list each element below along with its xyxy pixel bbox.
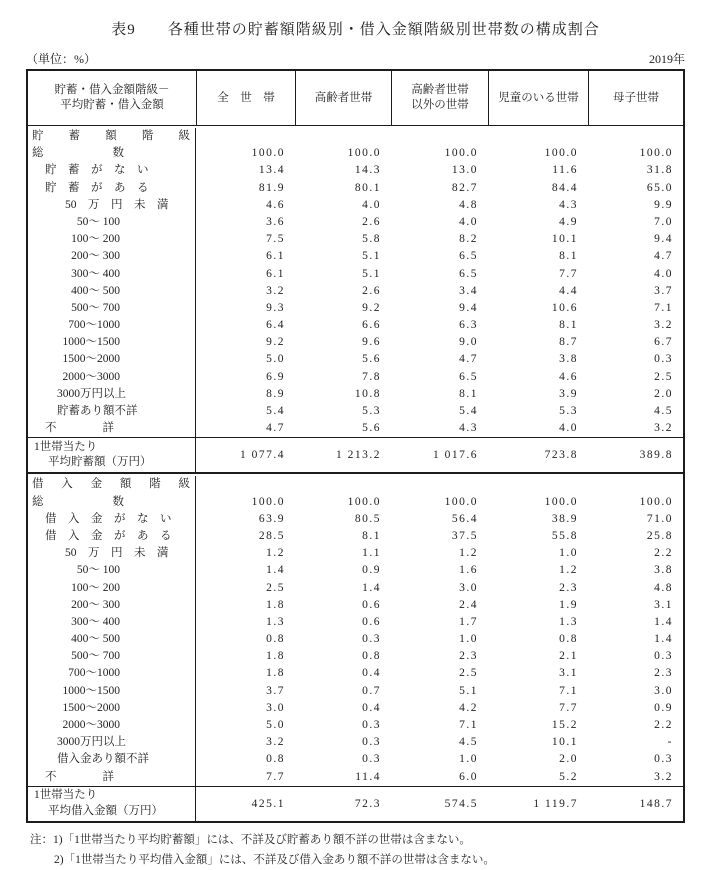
value-cell: 3.2 [266, 284, 285, 297]
value-cell: 1.4 [654, 633, 673, 646]
value-cell: 8.7 [559, 336, 578, 349]
table-row [28, 162, 683, 179]
row-label: 貯 蓄 が な い [28, 162, 196, 179]
value-cell: 11.6 [552, 164, 578, 177]
table-row [28, 317, 683, 334]
value-cell: 5.0 [266, 353, 285, 366]
value-cell: 1.0 [459, 753, 478, 766]
row-label: 200～ 300 [28, 248, 196, 265]
value-cell: 3.7 [266, 684, 285, 697]
value-cell: 7.7 [559, 267, 578, 280]
table-section [28, 126, 683, 472]
value-cell: 28.5 [258, 529, 285, 542]
value-cell: 3.6 [266, 215, 285, 228]
value-cell: 5.6 [362, 353, 381, 366]
value-cell: 100.0 [444, 147, 478, 160]
row-label: 不 詳 [28, 769, 196, 786]
section-heading-row [28, 128, 683, 145]
row-label: 貯蓄あり額不詳 [28, 403, 196, 420]
value-cell: 6.6 [362, 319, 381, 332]
value-cell: 0.7 [362, 684, 381, 697]
value-cell: 2.3 [559, 581, 578, 594]
value-cell: 3.0 [266, 701, 285, 714]
row-label: 300～ 400 [28, 266, 196, 283]
table-header-row [28, 71, 683, 126]
summary-value-cell: 723.8 [544, 449, 578, 462]
value-cell: 1.0 [559, 547, 578, 560]
column-header: 児童のいる世帯 [488, 71, 588, 125]
summary-value-cell: 425.1 [251, 797, 285, 810]
value-cell: 6.5 [459, 250, 478, 263]
table-row [28, 386, 683, 403]
value-cell: 3.8 [654, 564, 673, 577]
value-cell: 1.8 [266, 598, 285, 611]
row-label: 100～ 200 [28, 580, 196, 597]
meta-row [26, 50, 685, 67]
value-cell: 6.5 [459, 267, 478, 280]
summary-value-cell: 574.5 [444, 797, 478, 810]
value-cell: 3.0 [654, 684, 673, 697]
value-cell: 7.7 [559, 701, 578, 714]
value-cell [488, 476, 588, 493]
value-cell: 0.9 [362, 564, 381, 577]
value-cell: 4.5 [654, 405, 673, 417]
value-cell: 63.9 [258, 512, 285, 525]
value-cell: 6.3 [459, 319, 478, 332]
value-cell: 4.0 [459, 215, 478, 228]
value-cell: 2.1 [559, 650, 578, 663]
value-cell: 1.3 [266, 615, 285, 628]
value-cell [391, 476, 488, 493]
value-cell: 55.8 [551, 529, 578, 542]
value-cell: 2.0 [559, 753, 578, 766]
table-row [28, 545, 683, 562]
summary-row [28, 437, 683, 472]
value-cell: 2.0 [654, 387, 673, 400]
value-cell: 5.1 [362, 267, 381, 280]
value-cell: 31.8 [646, 164, 673, 177]
row-label: 700～1000 [28, 665, 196, 682]
summary-label: 1世帯当たり 平均貯蓄額（万円） [28, 438, 196, 472]
year-label: 2019年 [648, 52, 685, 66]
table-row [28, 231, 683, 248]
table-row [28, 351, 683, 368]
value-cell: 3.7 [654, 284, 673, 297]
row-label: 1000～1500 [28, 334, 196, 351]
value-cell: 8.1 [362, 529, 381, 542]
table-row [28, 597, 683, 614]
row-label: 300～ 400 [28, 614, 196, 631]
value-cell: 0.3 [654, 353, 673, 366]
value-cell [391, 128, 488, 145]
value-cell: 3.1 [654, 598, 673, 611]
value-cell: 6.1 [266, 250, 285, 263]
value-cell: 65.0 [646, 181, 673, 194]
value-cell: 3.2 [266, 736, 285, 749]
value-cell: 5.3 [559, 405, 578, 417]
value-cell: 1.3 [559, 615, 578, 628]
value-cell: 4.0 [362, 198, 381, 211]
value-cell: 10.1 [551, 233, 578, 246]
row-label: 2000～3000 [28, 369, 196, 386]
table-row [28, 734, 683, 751]
value-cell: 100.0 [639, 147, 673, 160]
summary-value-cell: 1 017.6 [433, 449, 478, 462]
table-row [28, 665, 683, 682]
value-cell: 4.7 [654, 250, 673, 263]
table-row [28, 214, 683, 231]
value-cell: 7.7 [266, 770, 285, 783]
value-cell: 3.9 [559, 387, 578, 400]
table-row [28, 266, 683, 283]
value-cell: 1.4 [362, 581, 381, 594]
summary-value-cell: 1 119.7 [533, 797, 578, 810]
value-cell: 14.3 [354, 164, 381, 177]
value-cell: 1.8 [266, 650, 285, 663]
value-cell: 3.2 [654, 422, 673, 435]
value-cell: 4.5 [459, 736, 478, 749]
table-row [28, 700, 683, 717]
value-cell: 0.3 [362, 736, 381, 749]
notes [26, 830, 685, 870]
table-row [28, 197, 683, 214]
value-cell: 9.3 [266, 301, 285, 314]
row-label: 貯 蓄 が あ る [28, 180, 196, 197]
value-cell [488, 128, 588, 145]
value-cell [295, 128, 391, 145]
value-cell: 80.5 [354, 512, 381, 525]
row-label: 借 入 金 が あ る [28, 528, 196, 545]
value-cell: 1.7 [459, 615, 478, 628]
value-cell: - [667, 736, 673, 749]
row-label: 50 万 円 未 満 [28, 197, 196, 214]
value-cell: 84.4 [551, 181, 578, 194]
column-header: 全 世 帯 [196, 71, 295, 125]
row-label: 総 数 [28, 494, 196, 511]
value-cell: 5.3 [362, 405, 381, 417]
value-cell: 5.8 [362, 233, 381, 246]
value-cell: 6.4 [266, 319, 285, 332]
value-cell: 0.6 [362, 598, 381, 611]
value-cell: 7.5 [266, 233, 285, 246]
row-label: 100～ 200 [28, 231, 196, 248]
page-title: 表9 各種世帯の貯蓄額階級別・借入金額階級別世帯数の構成割合 [111, 22, 600, 38]
value-cell: 2.5 [459, 667, 478, 680]
unit-label: （単位：%） [26, 52, 96, 66]
value-cell: 5.4 [459, 405, 478, 417]
summary-value-cell: 389.8 [639, 449, 673, 462]
column-header: 高齢者世帯 [295, 71, 391, 125]
table-row [28, 369, 683, 386]
value-cell: 5.1 [459, 684, 478, 697]
value-cell: 4.6 [266, 198, 285, 211]
value-cell: 4.3 [559, 198, 578, 211]
value-cell: 5.0 [266, 719, 285, 731]
column-header: 貯蓄・借入金額階級－ 平均貯蓄・借入金額 [54, 84, 170, 111]
summary-value-cell: 148.7 [639, 797, 673, 810]
table-row [28, 494, 683, 511]
value-cell: 100.0 [544, 147, 578, 160]
value-cell [196, 476, 295, 493]
row-label: 500～ 700 [28, 300, 196, 317]
value-cell: 0.8 [266, 633, 285, 646]
value-cell: 10.8 [354, 387, 381, 400]
table-row [28, 648, 683, 665]
table-row [28, 528, 683, 545]
value-cell: 1.1 [362, 547, 381, 560]
value-cell: 1.0 [459, 633, 478, 646]
value-cell: 4.7 [266, 422, 285, 435]
row-label: 2000～3000 [28, 717, 196, 734]
value-cell: 1.4 [266, 564, 285, 577]
value-cell: 1.2 [266, 547, 285, 560]
row-label: 3000万円以上 [28, 734, 196, 751]
value-cell: 1.2 [559, 564, 578, 577]
value-cell: 6.9 [266, 370, 285, 383]
value-cell: 4.7 [459, 353, 478, 366]
value-cell: 4.8 [654, 581, 673, 594]
value-cell: 1.8 [266, 667, 285, 680]
value-cell: 100.0 [251, 147, 285, 160]
value-cell: 100.0 [639, 495, 673, 508]
value-cell [295, 476, 391, 493]
value-cell: 80.1 [354, 181, 381, 194]
value-cell: 9.2 [266, 336, 285, 349]
value-cell: 4.0 [559, 422, 578, 435]
value-cell: 0.3 [362, 753, 381, 766]
value-cell: 0.4 [362, 667, 381, 680]
row-label: 1500～2000 [28, 700, 196, 717]
value-cell: 4.9 [559, 215, 578, 228]
table-row [28, 683, 683, 700]
table-row [28, 751, 683, 768]
value-cell: 37.5 [451, 529, 478, 542]
row-label: 借 入 金 が な い [28, 511, 196, 528]
value-cell: 2.6 [362, 215, 381, 228]
table-row [28, 283, 683, 300]
value-cell: 10.6 [551, 301, 578, 314]
table-row [28, 180, 683, 197]
value-cell: 8.1 [559, 319, 578, 332]
value-cell: 6.5 [459, 370, 478, 383]
value-cell: 6.0 [459, 770, 478, 783]
value-cell: 8.1 [459, 387, 478, 400]
table-row [28, 580, 683, 597]
value-cell: 7.1 [459, 719, 478, 731]
table-row [28, 403, 683, 420]
summary-value-cell: 72.3 [354, 797, 381, 810]
value-cell: 6.1 [266, 267, 285, 280]
table-row [28, 562, 683, 579]
table-row [28, 420, 683, 437]
value-cell: 0.3 [362, 719, 381, 731]
row-label: 700～1000 [28, 317, 196, 334]
table-row [28, 334, 683, 351]
value-cell: 2.4 [459, 598, 478, 611]
table-row [28, 300, 683, 317]
value-cell: 10.1 [551, 736, 578, 749]
value-cell: 0.6 [362, 615, 381, 628]
value-cell: 71.0 [646, 512, 673, 525]
value-cell: 2.3 [459, 650, 478, 663]
value-cell: 81.9 [258, 181, 285, 194]
row-label: 400～ 500 [28, 283, 196, 300]
value-cell: 0.3 [362, 633, 381, 646]
value-cell: 3.0 [459, 581, 478, 594]
value-cell: 9.4 [654, 233, 673, 246]
value-cell: 3.2 [654, 319, 673, 332]
value-cell: 1.2 [459, 547, 478, 560]
value-cell: 9.2 [362, 301, 381, 314]
row-label: 1000～1500 [28, 683, 196, 700]
value-cell: 0.9 [654, 701, 673, 714]
row-label: 50～ 100 [28, 562, 196, 579]
value-cell [588, 476, 683, 493]
table-row [28, 511, 683, 528]
summary-label: 1世帯当たり 平均借入金額（万円） [28, 787, 196, 821]
column-header: 母子世帯 [588, 71, 683, 125]
value-cell: 7.1 [559, 684, 578, 697]
row-label: 50 万 円 未 満 [28, 545, 196, 562]
column-header: 高齢者世帯 以外の世帯 [391, 71, 488, 125]
value-cell: 4.3 [459, 422, 478, 435]
value-cell: 2.5 [266, 581, 285, 594]
value-cell: 7.1 [654, 301, 673, 314]
value-cell: 82.7 [451, 181, 478, 194]
value-cell: 1.4 [654, 615, 673, 628]
value-cell: 0.3 [654, 753, 673, 766]
value-cell: 5.4 [266, 405, 285, 417]
note-line-2: 2)「1世帯当たり平均借入金額」には、不詳及び借入金あり額不詳の世帯は含まない。 [54, 853, 495, 866]
value-cell: 3.2 [654, 770, 673, 783]
section-heading-row [28, 476, 683, 493]
value-cell: 0.8 [559, 633, 578, 646]
value-cell: 100.0 [347, 495, 381, 508]
summary-value-cell: 1 077.4 [240, 449, 285, 462]
value-cell: 13.4 [258, 164, 285, 177]
row-label: 500～ 700 [28, 648, 196, 665]
value-cell: 2.5 [654, 370, 673, 383]
value-cell: 15.2 [551, 719, 578, 731]
value-cell: 2.2 [654, 719, 673, 731]
value-cell: 9.9 [654, 198, 673, 211]
table-row [28, 631, 683, 648]
value-cell: 0.8 [266, 753, 285, 766]
value-cell: 5.6 [362, 422, 381, 435]
value-cell: 3.4 [459, 284, 478, 297]
value-cell: 8.2 [459, 233, 478, 246]
table-row [28, 717, 683, 734]
value-cell: 8.1 [559, 250, 578, 263]
value-cell: 7.8 [362, 370, 381, 383]
value-cell: 0.8 [362, 650, 381, 663]
value-cell: 25.8 [646, 529, 673, 542]
table-row [28, 769, 683, 786]
value-cell: 8.9 [266, 387, 285, 400]
value-cell: 3.1 [559, 667, 578, 680]
value-cell: 4.0 [654, 267, 673, 280]
value-cell: 100.0 [347, 147, 381, 160]
statistics-table [26, 69, 685, 823]
value-cell: 13.0 [451, 164, 478, 177]
row-label: 3000万円以上 [28, 386, 196, 403]
row-label: 借入金あり額不詳 [28, 751, 196, 768]
row-label: 総 数 [28, 145, 196, 162]
value-cell: 6.7 [654, 336, 673, 349]
value-cell: 4.8 [459, 198, 478, 211]
summary-value-cell: 1 213.2 [336, 449, 381, 462]
table-section [28, 472, 683, 820]
value-cell [588, 128, 683, 145]
row-label: 50～ 100 [28, 214, 196, 231]
value-cell: 2.3 [654, 667, 673, 680]
summary-row [28, 786, 683, 821]
row-label: 400～ 500 [28, 631, 196, 648]
value-cell: 9.6 [362, 336, 381, 349]
section-heading-label: 借 入 金 額 階 級 [28, 476, 196, 493]
table-row [28, 614, 683, 631]
row-label: 不 詳 [28, 420, 196, 437]
value-cell: 11.4 [355, 770, 381, 783]
value-cell: 5.1 [362, 250, 381, 263]
value-cell: 1.6 [459, 564, 478, 577]
value-cell: 1.9 [559, 598, 578, 611]
value-cell: 4.4 [559, 284, 578, 297]
value-cell: 2.2 [654, 547, 673, 560]
value-cell: 5.2 [559, 770, 578, 783]
value-cell [196, 128, 295, 145]
table-row [28, 248, 683, 265]
value-cell: 9.0 [459, 336, 478, 349]
value-cell: 0.3 [654, 650, 673, 663]
value-cell: 4.6 [559, 370, 578, 383]
row-label: 200～ 300 [28, 597, 196, 614]
value-cell: 3.8 [559, 353, 578, 366]
value-cell: 7.0 [654, 215, 673, 228]
value-cell: 0.4 [362, 701, 381, 714]
value-cell: 100.0 [544, 495, 578, 508]
table-row [28, 145, 683, 162]
value-cell: 2.6 [362, 284, 381, 297]
row-label: 1500～2000 [28, 351, 196, 368]
section-heading-label: 貯 蓄 額 階 級 [28, 128, 196, 145]
value-cell: 38.9 [551, 512, 578, 525]
value-cell: 56.4 [451, 512, 478, 525]
value-cell: 100.0 [251, 495, 285, 508]
value-cell: 9.4 [459, 301, 478, 314]
value-cell: 4.2 [459, 701, 478, 714]
value-cell: 100.0 [444, 495, 478, 508]
note-line-1: 注：1)「1世帯当たり平均貯蓄額」には、不詳及び貯蓄あり額不詳の世帯は含まない。 [30, 833, 471, 846]
